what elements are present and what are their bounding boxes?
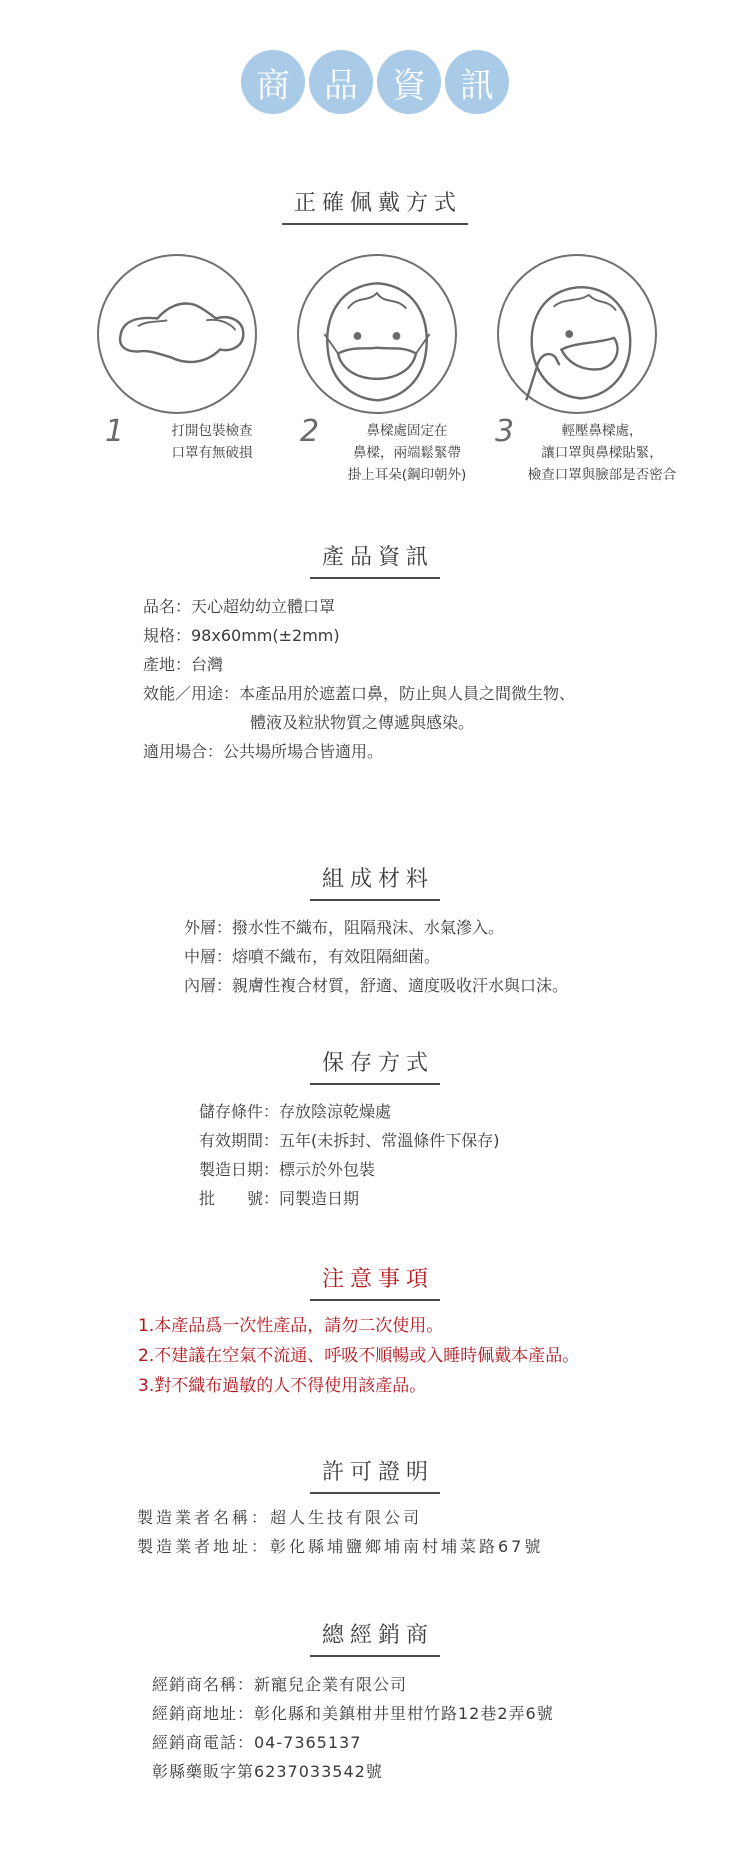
- step-line: 鼻樑處固定在: [366, 423, 448, 439]
- distributor-row: 經銷商電話：04-7365137: [152, 1733, 362, 1752]
- notice-row: 3.對不織布過敏的人不得使用該產品。: [138, 1376, 427, 1396]
- storage-row: 儲存條件：存放陰涼乾燥處: [199, 1102, 392, 1121]
- step-line: 檢查口罩與臉部是否密合: [527, 467, 677, 483]
- step-caption: [495, 414, 695, 486]
- section-heading-product: 產品資訊: [0, 540, 750, 579]
- product-info-row: 體液及粒狀物質之傳遞與感染。: [250, 713, 475, 732]
- section-heading-storage: 保存方式: [0, 1046, 750, 1085]
- child-wearing-mask-icon: [297, 254, 457, 414]
- distributor-row: 經銷商地址：彰化縣和美鎮柑井里柑竹路12巷2弄6號: [152, 1704, 554, 1723]
- step-line: 鼻樑，兩端鬆緊帶: [353, 445, 461, 461]
- section-heading-notice: 注意事項: [0, 1262, 750, 1301]
- notice-row: 2.不建議在空氣不流通、呼吸不順暢或入睡時佩戴本產品。: [138, 1346, 580, 1366]
- material-list: [184, 913, 568, 1000]
- material-row: 中層：熔噴不織布，有效阻隔細菌。: [184, 947, 441, 966]
- material-row: 外層：撥水性不織布，阻隔飛沫、水氣滲入。: [184, 918, 505, 937]
- banner-char: 品: [309, 50, 373, 114]
- section-heading-distributor: 總經銷商: [0, 1618, 750, 1657]
- distributor-row: 彰縣藥販字第6237033542號: [152, 1762, 383, 1781]
- distributor-list: [152, 1670, 554, 1786]
- banner-char: 商: [241, 50, 305, 114]
- step-number: 2: [300, 414, 320, 449]
- product-info-row: 適用場合：公共場所場合皆適用。: [143, 742, 384, 761]
- material-row: 內層：親膚性複合材質，舒適、適度吸收汗水與口沫。: [184, 976, 569, 995]
- license-row: 製造業者名稱：超人生技有限公司: [137, 1508, 423, 1527]
- step-number: 1: [105, 414, 125, 449]
- step-line: 讓口罩與鼻樑貼緊，: [541, 445, 663, 461]
- step-line: 打開包裝檢查: [171, 423, 253, 439]
- storage-row: 有效期間：五年(未拆封、常溫條件下保存): [199, 1131, 500, 1150]
- step-caption: [300, 414, 490, 486]
- storage-row: 批 號：同製造日期: [199, 1189, 360, 1208]
- notice-list: [138, 1311, 579, 1401]
- child-pressing-mask-icon: [497, 254, 657, 414]
- section-heading-wear: 正確佩戴方式: [0, 186, 750, 225]
- step-number: 3: [495, 414, 515, 449]
- step-line: 掛上耳朵(鋼印朝外): [347, 467, 467, 483]
- storage-row: 製造日期：標示於外包裝: [199, 1160, 376, 1179]
- product-info-row: 規格：98x60mm(±2mm): [143, 626, 340, 645]
- banner-title: [0, 50, 750, 114]
- storage-list: [199, 1097, 500, 1213]
- license-row: 製造業者地址：彰化縣埔鹽鄉埔南村埔菜路67號: [137, 1537, 544, 1556]
- mask-icon: [97, 254, 257, 414]
- distributor-row: 經銷商名稱：新寵兒企業有限公司: [152, 1675, 408, 1694]
- product-info-row: 效能／用途：本產品用於遮蓋口鼻，防止與人員之間微生物、: [143, 684, 576, 703]
- banner-char: 訊: [445, 50, 509, 114]
- notice-row: 1.本產品爲一次性產品，請勿二次使用。: [138, 1316, 444, 1336]
- step-caption: [105, 414, 295, 464]
- step-line: 輕壓鼻樑處，: [561, 423, 643, 439]
- section-heading-material: 組成材料: [0, 862, 750, 901]
- step-line: 口罩有無破損: [171, 445, 253, 461]
- section-heading-license: 許可證明: [0, 1455, 750, 1494]
- banner-char: 資: [377, 50, 441, 114]
- product-info-row: 品名：天心超幼幼立體口罩: [143, 597, 336, 616]
- product-info-row: 產地：台灣: [143, 655, 224, 674]
- product-info-list: [143, 592, 575, 766]
- license-list: [137, 1503, 543, 1561]
